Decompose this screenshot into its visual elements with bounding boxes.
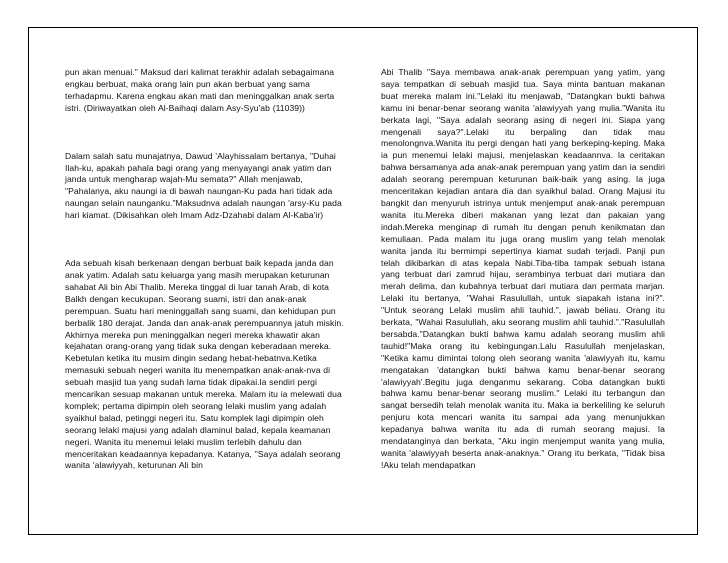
paragraph-dawud-munajat: Dalam salah satu munajatnya, Dawud 'Alayhissalam bertanya, "Duhai Ilah-ku, apakah pahala bagi orang yang menyayangi anak yatim dan janda untuk mengharap wajah-Mu semata?" Allah menjawab, "Pahalanya, aku naungi ia di bawah naungan-Ku pada hari tidak ada naungan selain naunganku."Maksudnva adalah naungan 'arsy-Ku pada hari kiamat. (Dikisahkan oleh Imam Adz-Dzahabi dalam Al-Kaba'ir) <box>65 150 342 221</box>
right-column <box>381 67 665 472</box>
paragraph-consequences: pun akan menuai." Maksud dari kalimat terakhir adalah sebagaimana engkau berbuat, maka orang lain pun akan berbuat yang sama terhadapmu. Karena engkau akan mati dan meninggalkan anak serta istri. (Diriwayatkan oleh Al-Baihaqi dalam Asy-Syu'ab (11039)) <box>65 67 335 113</box>
page <box>28 27 698 535</box>
paragraph-story-intro: Ada sebuah kisah berkenaan dengan berbuat baik kepada janda dan anak yatim. Adalah satu keluarga yang masih merupakan keturunan sahabat Ali bin Abi Thalib. Mereka tinggal di luar tanah Arab, di kota Balkh dengan kecukupan. Seorang suami, istri dan anak-anak perempuan. Suatu hari meninggallah sang suami, dan kehidupan pun berbalik 180 derajat. Janda dan anak-anak perempuannya jatuh miskin. Akhirnya mereka pun meninggalkan negeri mereka khawatir akan kejahatan orang-orang yang tidak suka dengan keberadaan mereka. Kebetulan ketika itu musim dingin sedang hebat-hebatnva.Ketika memasuki sebuah negeri wanita itu menempatkan anak-anak-nva di sebuah masjid tua yang sudah lama tidak dipakai.la sendiri pergi mencarikan sesuap makanan untuk mereka. Malam itu ia melewati dua komplek; pertama dipimpin oleh seorang lelaki muslim yang adalah syaikhul balad, petinggi negeri itu. Satu komplek lagi dipimpin oleh seorang lelaki majusi yang adalah dlaminul balad, kepala keamanan negeri. Wanita itu menemui lelaki muslim terlebih dahulu dan menceritakan keadaannya kepadanya. Katanya, "Saya adalah seorang wanita 'alawiyyah, keturunan Ali bin <box>65 258 344 471</box>
left-column <box>65 67 349 472</box>
paragraph-story-continued: Abi Thalib "Saya membawa anak-anak perempuan yang yatim, yang saya tempatkan di sebuah masjid tua. Saya minta bantuan makanan buat mereka malam ini."Lelaki itu menjawab, "Datangkan bukti bahwa kamu ini benar-benar seorang wanita 'alawiyyah yang mulia."Wanita itu berkata lagi, "Saya adalah seorang asing di negeri ini. Siapa yang mengenali saya?".Lelaki itu berpaling dan tidak mau menolongnva.Wanita itu pergi dengan hati yang berkeping-keping. Maka ia pun menemui lelaki majusi, menjelaskan keadaannva. la ceritakan bahwa bersamanya ada anak-anak perempuan yang yatim dan ia sendiri adalah seorang perempuan keturunan baik-baik yang asing. Ia juga menceritakan kejadian antara dia dan syaikhul balad. Orang Majusi itu bangkit dan menyuruh istrinya untuk menjemput anak-anak perempuan wanita itu.Mereka diberi makanan yang lezat dan pakaian yang indah.Mereka menginap di rumah itu dengan penuh kenikmatan dan kemuliaan. Pada malam itu juga orang muslim yang telah menolak wanita janda itu bermimpi sepertinya kiamat sudah terjadi. Panji pun telah dikibarkan di atas kepala Nabi.Tiba-tiba tampak sebuah istana yang terbuat dari zamrud hijau, serambinya terbuat dari mutiara dan merah delima, dan kubahnya terbuat dari mutiara dan permata marjan. Lelaki itu bertanya, "Wahai Rasulullah, untuk siapakah istana ini?". "Untuk seorang Lelaki muslim ahli tauhid.", jawab beliau. Orang itu berkata, "Wahai Rasulullah, aku seorang muslim ahli tauhid."."Rasulullah bersabda."Datangkan bukti bahwa kamu adalah seorang muslim ahli tauhid!"Maka orang itu kebingungan.Lalu Rasulullah menjelaskan, "Ketika kamu dimintai tolong oleh seorang wanita 'alawiyyah itu, kamu mengatakan 'datangkan bukti bahwa kamu benar-benar seorang 'alawiyyah'.Begitu juga denganmu sekarang. Coba datangkan bukti bahwa kamu benar-benar seorang muslim." Lelaki itu terbangun dan sangat bersedih telah menolak wanita itu. Maka ia berkeliling ke seluruh penjuru kota mencari wanita itu sampai ada yang menunjukkan kepadanya bahwa wanita itu ada di rumah seorang majusi. Ia mendatanginya dan berkata, "Aku ingin menjemput wanita yang mulia, wanita 'alawiyyah beserta anak-anaknya." Orang itu berkata, "Tidak bisa !Aku telah mendapatkan <box>381 67 665 470</box>
